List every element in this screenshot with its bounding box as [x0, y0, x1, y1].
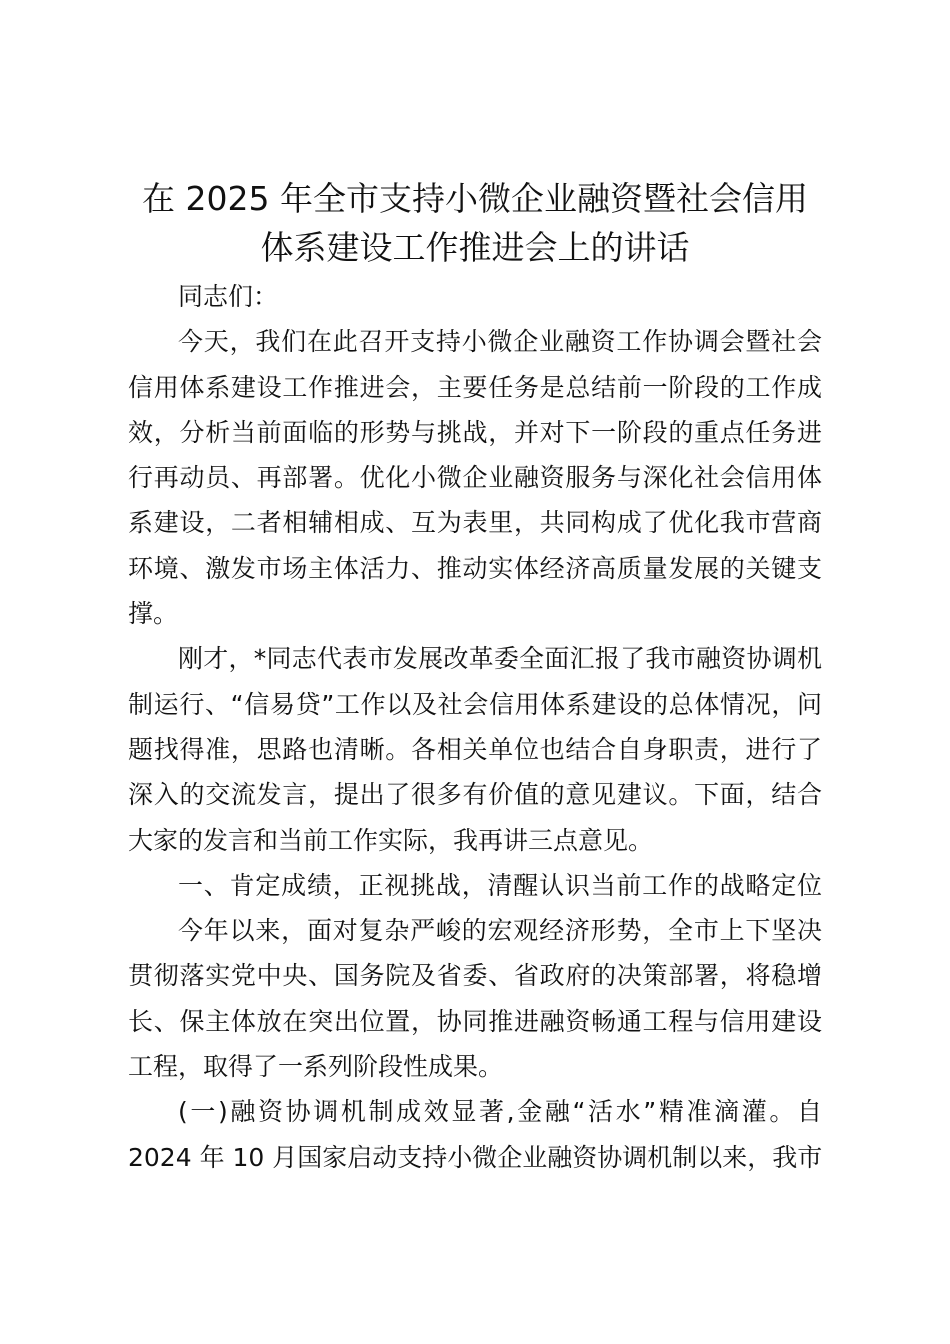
- paragraph-line: 同志们：: [178, 282, 279, 311]
- paragraph-line: 题找得准，思路也清晰。各相关单位也结合自身职责，进行了: [128, 734, 822, 764]
- paragraph-line: 行再动员、再部署。优化小微企业融资服务与深化社会信用体: [128, 463, 822, 493]
- paragraph-line: 深入的交流发言，提出了很多有价值的意见建议。下面，结合: [128, 780, 822, 810]
- document-body: [128, 274, 822, 1180]
- paragraph: [128, 319, 822, 636]
- paragraph-line: 今天，我们在此召开支持小微企业融资工作协调会暨社会: [178, 327, 822, 357]
- paragraph-line: (一)融资协调机制成效显著,金融“活水”精准滴灌。自: [178, 1097, 822, 1127]
- paragraph-line: 长、保主体放在突出位置，协同推进融资畅通工程与信用建设: [128, 1006, 822, 1036]
- paragraph-line: 大家的发言和当前工作实际，我再讲三点意见。: [128, 825, 654, 855]
- paragraph: [128, 1089, 822, 1180]
- paragraph-line: 刚才，*同志代表市发展改革委全面汇报了我市融资协调机: [178, 644, 822, 674]
- paragraph-line: 今年以来，面对复杂严峻的宏观经济形势，全市上下坚决: [178, 916, 822, 946]
- paragraph-line: 工程，取得了一系列阶段性成果。: [128, 1052, 504, 1082]
- paragraph: [128, 908, 822, 1089]
- document-title: [120, 174, 830, 272]
- paragraph-line: 制运行、“信易贷”工作以及社会信用体系建设的总体情况，问: [128, 689, 822, 719]
- paragraph-line: 系建设，二者相辅相成、互为表里，共同构成了优化我市营商: [128, 508, 822, 538]
- paragraph: [128, 636, 822, 862]
- paragraph: [128, 863, 822, 908]
- paragraph-line: 效，分析当前面临的形势与挑战，并对下一阶段的重点任务进: [128, 417, 822, 447]
- paragraph-line: 信用体系建设工作推进会，主要任务是总结前一阶段的工作成: [128, 372, 822, 402]
- title-line: 在 2025 年全市支持小微企业融资暨社会信用: [142, 179, 808, 218]
- paragraph-line: 一、肯定成绩，正视挑战，清醒认识当前工作的战略定位: [178, 870, 822, 900]
- title-line: 体系建设工作推进会上的讲话: [260, 228, 690, 267]
- paragraph-line: 2024 年 10 月国家启动支持小微企业融资协调机制以来，我市: [128, 1142, 823, 1172]
- paragraph-line: 环境、激发市场主体活力、推动实体经济高质量发展的关键支: [128, 553, 822, 583]
- paragraph: [128, 274, 822, 319]
- paragraph-line: 撑。: [128, 599, 179, 629]
- paragraph-line: 贯彻落实党中央、国务院及省委、省政府的决策部署，将稳增: [128, 961, 822, 991]
